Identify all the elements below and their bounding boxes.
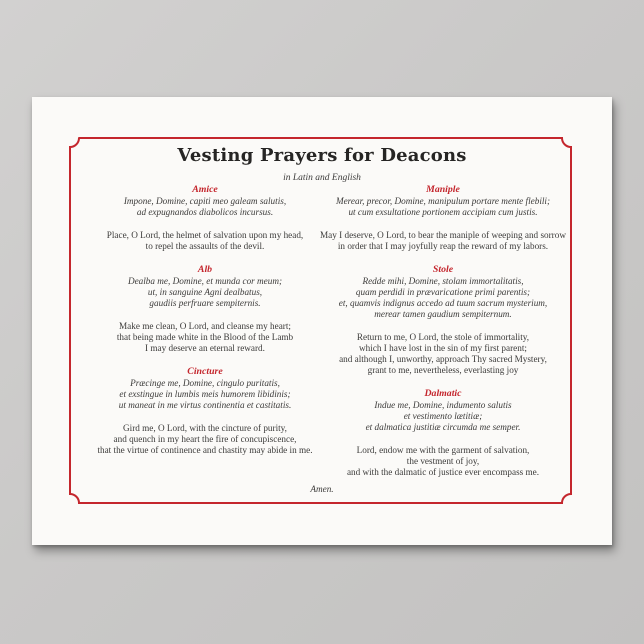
poster-subtitle: in Latin and English bbox=[283, 173, 361, 183]
latin-line: ut cum exsultatione portionem accipiam cum justis. bbox=[348, 207, 538, 217]
english-line: and with the dalmatic of justice ever encompass me. bbox=[346, 467, 540, 477]
section-heading-alb: Alb bbox=[197, 264, 213, 275]
english-line: the vestment of joy, bbox=[406, 456, 480, 466]
latin-text bbox=[298, 196, 588, 218]
latin-line: Redde mihi, Domine, stolam immortalitatis, bbox=[362, 276, 524, 286]
english-line: Gird me, O Lord, with the cincture of purity, bbox=[123, 423, 287, 433]
latin-line: Impone, Domine, capiti meo galeam salutis, bbox=[123, 196, 287, 206]
latin-line: Præcinge me, Domine, cingulo puritatis, bbox=[130, 378, 280, 388]
latin-line: ad expugnandos diabolicos incursus. bbox=[136, 207, 274, 217]
english-line: in order that I may joyfully reap the reward of my labors. bbox=[337, 241, 549, 251]
amen-text: Amen. bbox=[310, 484, 334, 494]
section-heading-stole: Stole bbox=[432, 264, 454, 275]
latin-text bbox=[298, 400, 588, 433]
poster-title: Vesting Prayers for Deacons bbox=[177, 145, 467, 166]
english-line: which I have lost in the sin of my first parent; bbox=[359, 343, 527, 353]
latin-line: et exstingue in lumbis meis humorem libidinis; bbox=[119, 389, 291, 399]
english-line: May I deserve, O Lord, to bear the maniple of weeping and sorrow bbox=[320, 230, 566, 240]
latin-line: et, quamvis indignus accedo ad tuum sacrum mysterium, bbox=[338, 298, 548, 308]
english-line: to repel the assaults of the devil. bbox=[145, 241, 265, 251]
poster bbox=[32, 97, 612, 545]
english-line: that the virtue of continence and chastity may abide in me. bbox=[97, 445, 313, 455]
right-column bbox=[298, 184, 588, 490]
latin-line: ut maneat in me virtus continentia et castitatis. bbox=[118, 400, 292, 410]
latin-line: Merear, precor, Domine, manipulum portare mente flebili; bbox=[335, 196, 551, 206]
prayer-section-stole bbox=[298, 264, 588, 376]
latin-text bbox=[298, 276, 588, 320]
section-heading-dalmatic: Dalmatic bbox=[424, 388, 462, 399]
english-line: Make me clean, O Lord, and cleanse my heart; bbox=[119, 321, 291, 331]
latin-line: gaudiis perfruare sempiternis. bbox=[149, 298, 261, 308]
section-heading-maniple: Maniple bbox=[426, 184, 460, 195]
latin-line: et dalmatica justitiæ circumda me semper. bbox=[365, 422, 521, 432]
latin-line: Dealba me, Domine, et munda cor meum; bbox=[127, 276, 283, 286]
section-heading-amice: Amice bbox=[192, 184, 218, 195]
english-line: Lord, endow me with the garment of salvation, bbox=[356, 445, 530, 455]
latin-line: et vestimento lætitiæ; bbox=[403, 411, 483, 421]
english-text bbox=[298, 230, 588, 252]
prayer-section-maniple bbox=[298, 184, 588, 252]
prayer-section-dalmatic bbox=[298, 388, 588, 478]
latin-line: ut, in sanguine Agni dealbatus, bbox=[147, 287, 263, 297]
english-line: and quench in my heart the fire of concupiscence, bbox=[113, 434, 297, 444]
latin-line: Indue me, Domine, indumento salutis bbox=[374, 400, 512, 410]
section-heading-cincture: Cincture bbox=[187, 366, 223, 377]
english-line: I may deserve an eternal reward. bbox=[145, 343, 265, 353]
latin-line: merear tamen gaudium sempiternum. bbox=[374, 309, 512, 319]
english-line: Return to me, O Lord, the stole of immortality, bbox=[356, 332, 530, 342]
english-line: and although I, unworthy, approach Thy sacred Mystery, bbox=[339, 354, 547, 364]
latin-line: quam perdidi in prævaricatione primi parentis; bbox=[355, 287, 531, 297]
english-line: that being made white in the Blood of the Lamb bbox=[116, 332, 294, 342]
english-line: Place, O Lord, the helmet of salvation upon my head, bbox=[106, 230, 304, 240]
english-text bbox=[298, 332, 588, 376]
english-text bbox=[298, 445, 588, 478]
english-line: grant to me, nevertheless, everlasting joy bbox=[367, 365, 519, 375]
